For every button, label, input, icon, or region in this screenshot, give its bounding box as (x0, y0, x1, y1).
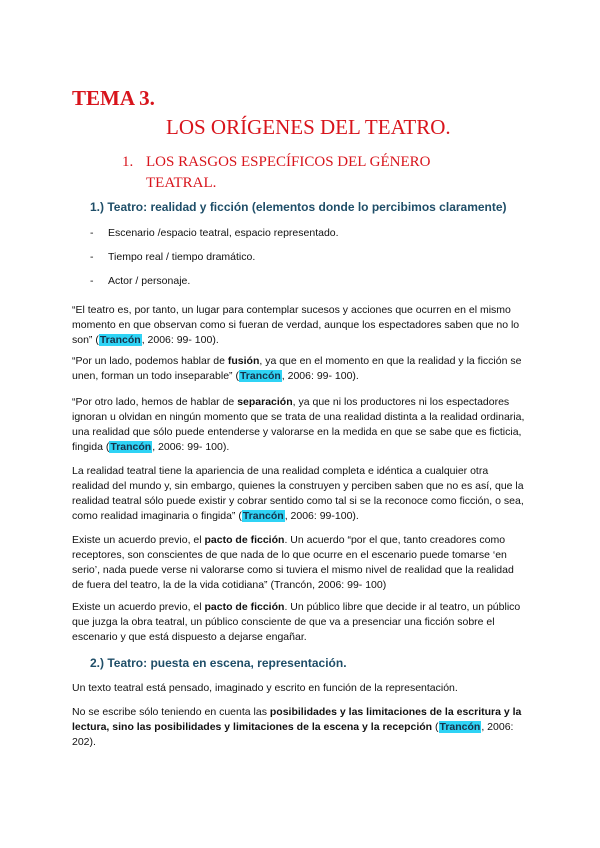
subtitle-number: 1. (122, 154, 134, 170)
paragraph-text: , ya que en el momento en que la realidad y la ficción se unen, forman un todo inseparable” ( (72, 355, 522, 382)
topic-number: TEMA 3. (72, 86, 155, 110)
paragraph-text: Existe un acuerdo previo, el (72, 534, 205, 546)
citation-suffix: , 2006: 99- 100). (141, 334, 219, 346)
paragraph-7 (72, 681, 528, 696)
bold-term: pacto de ficción (204, 601, 285, 613)
bold-term: fusión (227, 355, 260, 367)
list-item (90, 226, 339, 250)
bold-term: posibilidades y las limitaciones de la escritura y la lectura, sino las posibilidades y limitaciones de la escena y la recepción (72, 706, 522, 733)
citation-highlight: Trancón (242, 510, 284, 522)
bold-term: pacto de ficción (204, 534, 285, 546)
paragraph-text: “Por un lado, podemos hablar de (72, 355, 228, 367)
paragraph-3 (72, 395, 528, 455)
paragraph-6 (72, 600, 528, 645)
section-heading-2: 2.) Teatro: puesta en escena, representación. (90, 656, 347, 670)
paragraph-text: Existe un acuerdo previo, el (72, 601, 205, 613)
list-item (90, 274, 339, 298)
citation-highlight: Trancón (99, 334, 141, 346)
list-item-text: Actor / personaje. (108, 275, 191, 287)
paragraph-text: ( (432, 721, 439, 733)
section-heading-1: 1.) Teatro: realidad y ficción (elementos donde lo percibimos claramente) (90, 200, 507, 214)
subtitle-line-1: LOS RASGOS ESPECÍFICOS DEL GÉNERO (146, 154, 431, 170)
citation-highlight: Trancón (110, 441, 152, 453)
paragraph-text: Un texto teatral está pensado, imaginado y escrito en función de la representación. (72, 682, 458, 694)
list-item-text: Escenario /espacio teatral, espacio representado. (108, 227, 339, 239)
paragraph-4 (72, 464, 528, 524)
paragraph-text: , ya que ni los productores ni los espectadores ignoran u olvidan en ningún momento que se trata de una realidad distinta a la realidad ordinaria, una realidad que sólo puede entenderse y valorarse en la medida en que se sabe que es ficticia, fingida ( (72, 396, 525, 453)
paragraph-5 (72, 533, 528, 593)
list-item (90, 250, 339, 274)
subtitle-line-2: TEATRAL. (146, 175, 217, 191)
citation-highlight: Trancón (439, 721, 481, 733)
paragraph-text: . Un público libre que decide ir al teatro, un público que juzga la obra teatral, un público consciente de que va a presenciar una ficción sobre el escenario y que está dispuesto a dejarse engañar. (72, 601, 521, 643)
bold-term: separación (237, 396, 293, 408)
paragraph-text: . Un acuerdo “por el que, tanto creadores como receptores, son conscientes de que nada de lo que ocurre en el escenario puede tomarse ‘en serio’, nada puede verse ni valorarse como si tuviera el mismo nivel de realidad que la realidad de fuera del teatro, la de la vida cotidiana” (Trancón, 2006: 99- 100) (72, 534, 514, 591)
citation-highlight: Trancón (239, 370, 281, 382)
paragraph-text: “Por otro lado, hemos de hablar de (72, 396, 238, 408)
list-item-text: Tiempo real / tiempo dramático. (108, 251, 256, 263)
page-title: LOS ORÍGENES DEL TEATRO. (166, 115, 451, 139)
bullet-list (90, 226, 339, 298)
citation-suffix: , 2006: 202). (72, 721, 514, 748)
citation-suffix: , 2006: 99-100). (284, 510, 359, 522)
paragraph-8 (72, 705, 528, 750)
paragraph-1 (72, 303, 528, 348)
citation-suffix: , 2006: 99- 100). (152, 441, 230, 453)
paragraph-text: La realidad teatral tiene la apariencia de una realidad completa e idéntica a cualquier otra realidad del mundo y, sin embargo, quienes la construyen y perciben saben que no es así, que la realidad teatral sólo puede existir y cobrar sentido como tal si se la reconoce como ficción, o sea, como realidad imaginaria o fingida” ( (72, 465, 524, 522)
subtitle (122, 152, 482, 194)
paragraph-2 (72, 354, 528, 384)
paragraph-text: “El teatro es, por tanto, un lugar para contemplar sucesos y acciones que ocurren en el mismo momento en que observan como si fueran de verdad, aunque los espectadores saben que no lo son” ( (72, 304, 520, 346)
bullet-marker: - (90, 251, 94, 263)
citation-suffix: , 2006: 99- 100). (281, 370, 359, 382)
bullet-marker: - (90, 227, 94, 239)
bullet-marker: - (90, 275, 94, 287)
paragraph-text: No se escribe sólo teniendo en cuenta las (72, 706, 270, 718)
